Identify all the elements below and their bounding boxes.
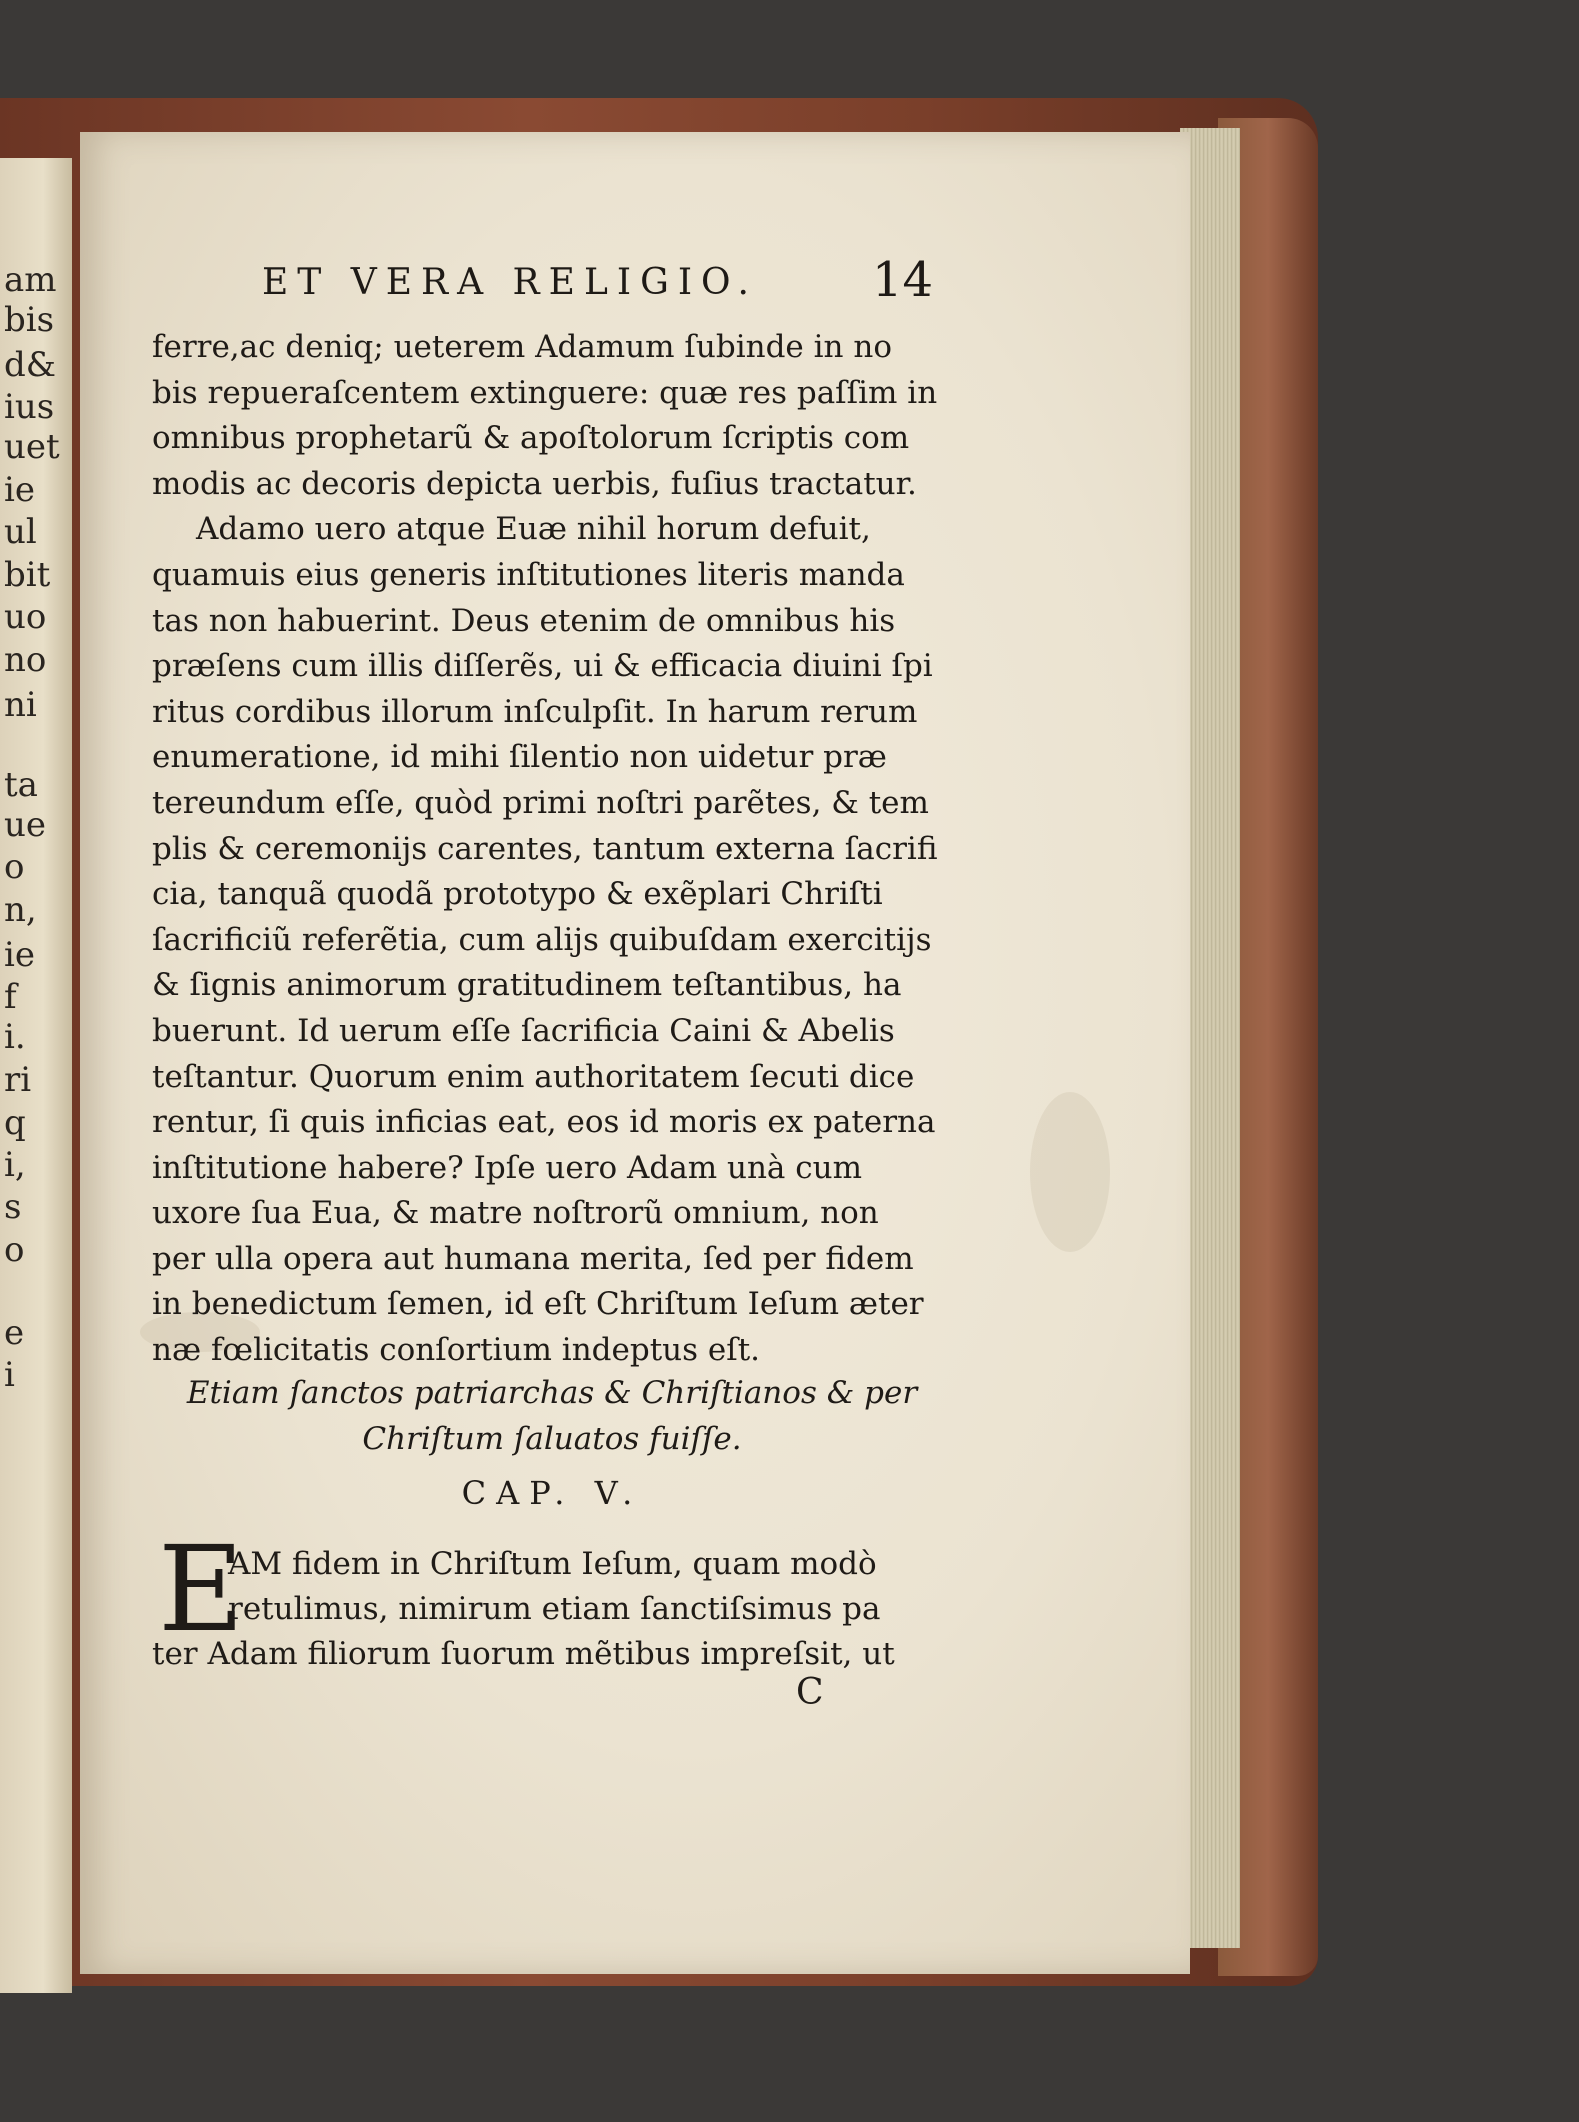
left-page-text-fragment: bit (4, 555, 51, 595)
text-line: retulimus, nimirum etiam ſanctiſsimus pa (228, 1591, 881, 1627)
text-line: teſtantur. Quorum enim authoritatem ſecuti dice (152, 1058, 915, 1095)
text-line: Adamo uero atque Euæ nihil horum defuit, (196, 511, 871, 548)
left-page-text-fragment: ie (4, 935, 35, 975)
text-line: quamuis eius generis inſtitutiones literis manda (152, 556, 905, 593)
left-page-text-fragment: o (4, 1230, 25, 1270)
body-text (152, 325, 952, 1374)
left-page-text-fragment: ue (4, 805, 47, 845)
running-head: ET VERA RELIGIO. (262, 262, 758, 303)
text-line: tereundum eſſe, quòd primi noſtri parẽtes, & tem (152, 784, 929, 821)
left-page-text-fragment: e (4, 1313, 25, 1353)
text-line: ter Adam filiorum ſuorum mẽtibus impreſsit, ut (152, 1636, 895, 1672)
text-line: AM fidem in Chriſtum Ieſum, quam modò (228, 1546, 877, 1582)
text-line: inſtitutione habere? Ipſe uero Adam unà cum (152, 1149, 862, 1186)
text-line: ritus cordibus illorum inſculpſit. In harum rerum (152, 693, 918, 730)
text-line: uxore ſua Eua, & matre noſtrorũ omnium, non (152, 1195, 879, 1232)
text-line: rentur, ſi quis inficias eat, eos id moris ex paterna (152, 1104, 936, 1141)
page-number: 14 (872, 252, 934, 308)
left-page-text-fragment: f (4, 977, 17, 1017)
left-page-text-fragment: ie (4, 470, 35, 510)
text-line: modis ac decoris depicta uerbis, fuſius tractatur. (152, 465, 917, 502)
text-line: enumeratione, id mihi ſilentio non uidetur præ (152, 739, 887, 776)
chapter-title-line: Etiam ſanctos patriarchas & Chriſtianos & per (186, 1375, 918, 1411)
chapter-title (152, 1370, 952, 1462)
text-line: cia, tanquã quodã prototypo & exẽplari Chriſti (152, 876, 883, 913)
text-line: næ fœlicitatis conſortium indeptus eſt. (152, 1332, 761, 1369)
signature-mark: C (796, 1672, 824, 1713)
left-page-text-fragment: uo (4, 597, 47, 637)
left-page-text-fragment: ius (4, 387, 55, 427)
left-page-text-fragment: ri (4, 1060, 32, 1100)
text-line: ſacrificiũ referẽtia, cum alijs quibuſdam exercitijs (152, 921, 932, 958)
left-page-text-fragment: i. (4, 1017, 26, 1057)
left-page-text-fragment: q (4, 1103, 26, 1143)
left-page-text-fragment: i, (4, 1145, 26, 1185)
left-page-fragment (0, 158, 72, 1993)
text-line: in benedictum ſemen, id eſt Chriſtum Ieſum æter (152, 1286, 924, 1323)
text-line: buerunt. Id uerum eſſe ſacrificia Caini & Abelis (152, 1012, 895, 1049)
text-line: tas non habuerint. Deus etenim de omnibus his (152, 602, 896, 639)
drop-cap: E (158, 1520, 245, 1658)
text-line: præſens cum illis diſſerẽs, ui & efficacia diuini ſpi (152, 648, 933, 685)
text-line: per ulla opera aut humana merita, ſed per fidem (152, 1240, 914, 1277)
left-page-text-fragment: i (4, 1355, 15, 1395)
left-page-text-fragment: o (4, 847, 25, 887)
left-page-text-fragment: n, (4, 890, 37, 930)
left-page-text-fragment: s (4, 1187, 22, 1227)
page-stain (1030, 1092, 1110, 1252)
chapter-number: CAP. V. (461, 1474, 643, 1512)
left-page-text-fragment: d& (4, 345, 57, 385)
left-page-text-fragment: no (4, 640, 47, 680)
chapter-title-line: Chriſtum ſaluatos fuiſſe. (362, 1421, 742, 1457)
text-line: omnibus prophetarũ & apoſtolorum ſcriptis com (152, 420, 910, 457)
text-line: plis & ceremonijs carentes, tantum externa ſacrifi (152, 830, 938, 867)
text-line: ferre,ac deniq; ueterem Adamum ſubinde in no (152, 329, 892, 365)
left-page-text-fragment: bis (4, 300, 55, 340)
left-page-text-fragment: ni (4, 685, 37, 725)
left-page-text-fragment: am (4, 260, 57, 300)
text-line: bis repueraſcentem extinguere: quæ res paſſim in (152, 374, 938, 411)
chapter-text (152, 1542, 952, 1677)
left-page-text-fragment: ta (4, 765, 38, 805)
text-line: & ſignis animorum gratitudinem teſtantibus, ha (152, 967, 902, 1004)
left-page-text-fragment: uet (4, 427, 60, 467)
left-page-text-fragment: ul (4, 512, 37, 552)
